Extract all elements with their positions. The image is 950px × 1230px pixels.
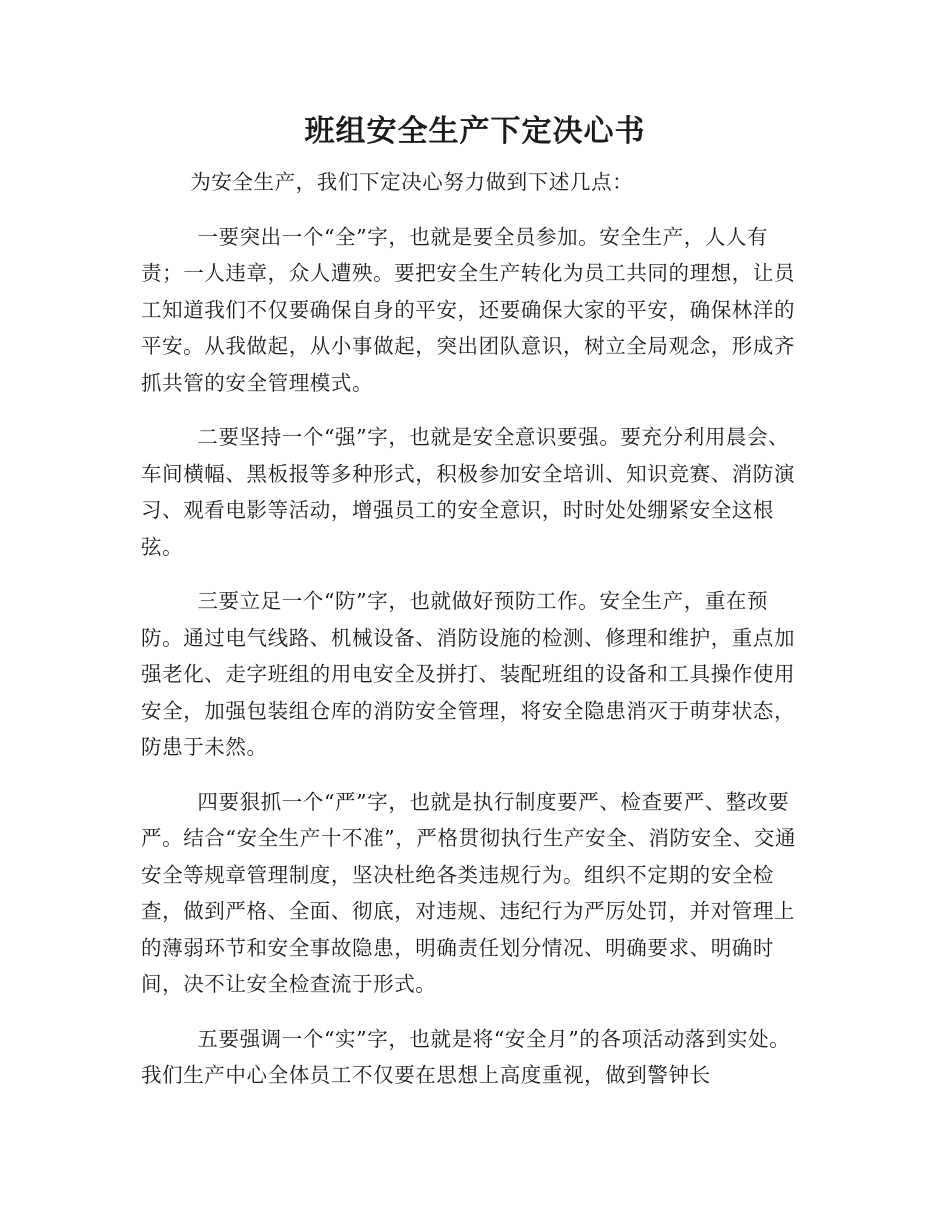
document-body: [141, 164, 807, 1112]
paragraph-4: 四要狠抓一个“严”字，也就是执行制度要严、检查要严、整改要严。结合“安全生产十不准”，严格贯彻执行生产安全、消防安全、交通安全等规章管理制度，坚决杜绝各类违规行为。组织不定期的安全检查，做到严格、全面、彻底，对违规、违纪行为严厉处罚，并对管理上的薄弱环节和安全事故隐患，明确责任划分情况、明确要求、明确时间，决不让安全检查流于形式。: [141, 789, 797, 996]
document-title: 班组安全生产下定决心书: [304, 114, 646, 149]
paragraph-2: 二要坚持一个“强”字，也就是安全意识要强。要充分利用晨会、车间横幅、黑板报等多种形式，积极参加安全培训、知识竞赛、消防演习、观看电影等活动，增强员工的安全意识，时时处处绷紧安全这根弦。: [141, 425, 796, 559]
paragraph-1: 一要突出一个“全”字，也就是要全员参加。安全生产，人人有责；一人违章，众人遭殃。要把安全生产转化为员工共同的理想，让员工知道我们不仅要确保自身的平安，还要确保大家的平安，确保林洋的平安。从我做起，从小事做起，突出团队意识，树立全局观念，形成齐抓共管的安全管理模式。: [141, 224, 796, 395]
paragraph-3: 三要立足一个“防”字，也就做好预防工作。安全生产，重在预防。通过电气线路、机械设备、消防设施的检测、修理和维护，重点加强老化、走字班组的用电安全及拼打、装配班组的设备和工具操作使用安全，加强包装组仓库的消防安全管理，将安全隐患消灭于萌芽状态，防患于未然。: [141, 589, 796, 759]
paragraph-5: 五要强调一个“实”字，也就是将“安全月”的各项活动落到实处。我们生产中心全体员工不仅要在思想上高度重视，做到警钟长: [141, 1026, 791, 1087]
intro-paragraph: 为安全生产，我们下定决心努力做到下述几点：: [190, 170, 634, 194]
